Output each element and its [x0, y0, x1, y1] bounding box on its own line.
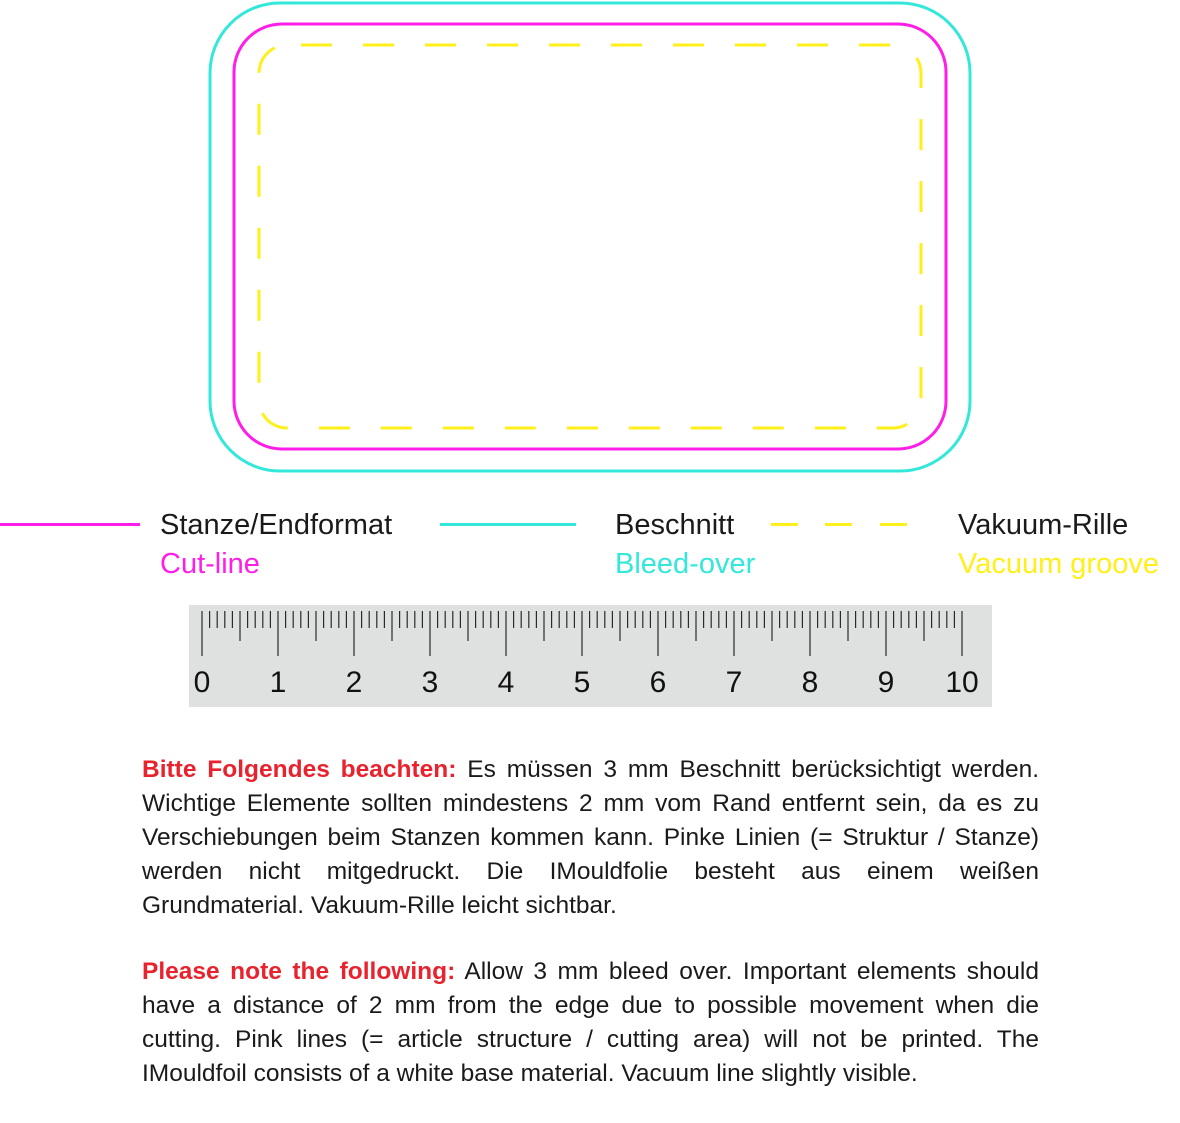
bleed-over-label-de: Beschnitt [615, 509, 735, 541]
note-german [142, 753, 1039, 923]
bleed-over-legend-swatch [440, 523, 576, 526]
vacuum-groove-dash [825, 523, 852, 526]
note-german-heading: Bitte Folgendes beachten: [142, 756, 457, 783]
note-english-heading: Please note the following: [142, 958, 456, 985]
ruler-label: 4 [497, 666, 515, 699]
bleed-over-outline [210, 3, 970, 471]
cut-line-label-en: Cut-line [160, 548, 260, 580]
vacuum-groove-label-en: Vacuum groove [958, 548, 1159, 580]
ruler-label: 1 [269, 666, 287, 699]
template-outline-diagram [0, 0, 1180, 480]
vacuum-groove-dash [880, 523, 907, 526]
note-german-body: Es müssen 3 mm Beschnitt berücksichtigt werden. Wichtige Elemente sollten mindestens 2 mm vom Rand entfernt sein, da es zu Verschiebungen beim Stanzen kommen kann. Pinke Linien (= Struktur / Stanze) werden nicht mitgedruckt. Die IMouldfolie besteht aus einem weißen Grundmaterial. Vakuum-Rille leicht sichtbar. [142, 756, 1040, 919]
bleed-over-label-en: Bleed-over [615, 548, 756, 580]
ruler-label: 10 [945, 666, 979, 699]
ruler-label: 6 [649, 666, 667, 699]
cut-line-label-de: Stanze/Endformat [160, 509, 393, 541]
vacuum-groove-outline [259, 45, 921, 428]
cut-line-outline [234, 24, 946, 449]
ruler-label: 8 [801, 666, 819, 699]
ruler-label: 9 [877, 666, 895, 699]
note-english [142, 955, 1039, 1091]
vacuum-groove-label-de: Vakuum-Rille [958, 509, 1129, 541]
cut-line-legend-swatch [0, 523, 140, 526]
ruler-label: 7 [725, 666, 743, 699]
ruler-label: 2 [345, 666, 363, 699]
ruler-label: 5 [573, 666, 591, 699]
ruler-label: 0 [193, 666, 211, 699]
ruler-label: 3 [421, 666, 439, 699]
vacuum-groove-dash [771, 523, 798, 526]
ruler [189, 605, 992, 707]
note-english-body: Allow 3 mm bleed over. Important elements should have a distance of 2 mm from the edge due to possible movement when die cutting. Pink lines (= article structure / cutting area) will not be printed. The IMouldfoil consists of a white base material. Vacuum line slightly visible. [142, 958, 1039, 1087]
